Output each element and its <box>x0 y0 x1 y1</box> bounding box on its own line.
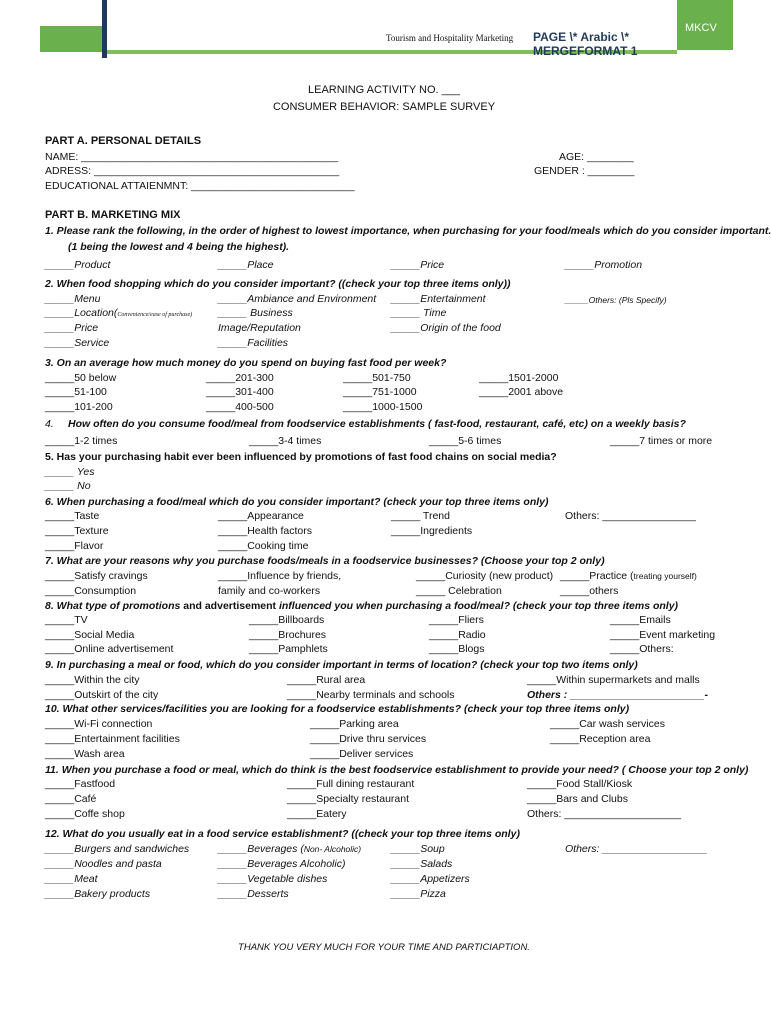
q11-opt-cafe[interactable]: _____Café <box>45 793 97 805</box>
q8-text-b: and advertisement <box>180 600 279 612</box>
q8-opt-event-marketing[interactable]: _____Event marketing <box>610 629 716 641</box>
q8-text <box>45 600 678 612</box>
q10-opt-drive-thru[interactable]: _____Drive thru services <box>310 733 427 745</box>
q8-opt-emails[interactable]: _____Emails <box>610 614 671 626</box>
q12-opt-bev-non-alc-note: Non- Alcoholic) <box>303 844 362 854</box>
q6-opt-cooking-time[interactable]: _____Cooking time <box>218 540 309 552</box>
q6-opt-trend[interactable]: _____ Trend <box>391 510 450 522</box>
q2-opt-menu[interactable]: _____Menu <box>45 293 101 305</box>
q8-opt-online-ad[interactable]: _____Online advertisement <box>45 643 174 655</box>
q7-text: 7. What are your reasons why you purchase foods/meals in a foodservice businesses? (Choose your top 2 only) <box>45 555 605 567</box>
q11-opt-bars[interactable]: _____Bars and Clubs <box>527 793 628 805</box>
q5-opt-yes[interactable]: _____ Yes <box>45 466 95 478</box>
q8-opt-brochures[interactable]: _____Brochures <box>249 629 327 641</box>
q2-opt-price[interactable]: _____Price <box>45 322 99 334</box>
q2-text: 2. When food shopping which do you consider important? ((check your top three items only)) <box>45 278 511 290</box>
part-b-heading: PART B. MARKETING MIX <box>45 209 181 221</box>
q1-text: 1. Please rank the following, in the order of highest to lowest importance, when purchasing for your food/meals which do you consider important. <box>45 225 771 237</box>
q11-opt-food-stall[interactable]: _____Food Stall/Kiosk <box>527 778 633 790</box>
q12-opt-appetizers[interactable]: _____Appetizers <box>391 873 470 885</box>
q12-opt-others[interactable]: Others: __________________ <box>565 843 708 855</box>
q9-opt-outskirt[interactable]: _____Outskirt of the city <box>45 689 159 701</box>
q3-opt-50-below[interactable]: _____50 below <box>45 372 117 384</box>
q7-opt-practice[interactable] <box>560 570 697 582</box>
q1-opt-product[interactable]: _____Product <box>45 259 111 271</box>
q7-opt-cravings[interactable]: _____Satisfy cravings <box>45 570 148 582</box>
survey-title: CONSUMER BEHAVIOR: SAMPLE SURVEY <box>272 101 496 113</box>
header-badge <box>677 0 733 50</box>
age-field[interactable]: AGE: ________ <box>559 151 634 163</box>
q11-opt-eatery[interactable]: _____Eatery <box>287 808 347 820</box>
q8-text-c: influenced you when purchasing a food/meal? (check your top three items only) <box>278 600 679 612</box>
thank-you-note: THANK YOU VERY MUCH FOR YOUR TIME AND PARTICIAPTION. <box>238 942 530 953</box>
q2-opt-business[interactable]: _____ Business <box>218 307 293 319</box>
gender-field[interactable]: GENDER : ________ <box>534 165 635 177</box>
q8-opt-fliers[interactable]: _____Fliers <box>429 614 484 626</box>
q2-opt-ambiance[interactable]: _____Ambiance and Environment <box>218 293 377 305</box>
q4-opt-1-2[interactable]: _____1-2 times <box>45 435 118 447</box>
q11-text: 11. When you purchase a food or meal, which do think is the best foodservice establishment to provide your need? ( Choose your top 2 only) <box>45 764 749 776</box>
q6-opt-texture[interactable]: _____Texture <box>45 525 109 537</box>
header-course: Tourism and Hospitality Marketing <box>386 33 514 43</box>
q5-text: 5. Has your purchasing habit ever been influenced by promotions of fast food chains on social media? <box>45 451 557 463</box>
q1-opt-price[interactable]: _____Price <box>391 259 445 271</box>
q12-opt-meat[interactable]: _____Meat <box>45 873 98 885</box>
q2-opt-location[interactable] <box>45 307 192 319</box>
q10-opt-wifi[interactable]: _____Wi-Fi connection <box>45 718 153 730</box>
q11-opt-specialty[interactable]: _____Specialty restaurant <box>287 793 409 805</box>
q12-opt-bev-non-alc-label: _____Beverages ( <box>218 843 304 855</box>
q3-opt-1000-1500[interactable]: _____1000-1500 <box>343 401 423 413</box>
q10-opt-wash-area[interactable]: _____Wash area <box>45 748 125 760</box>
q12-opt-pizza[interactable]: _____Pizza <box>391 888 446 900</box>
q12-opt-vegetables[interactable]: _____Vegetable dishes <box>218 873 328 885</box>
q4-opt-3-4[interactable]: _____3-4 times <box>249 435 322 447</box>
q8-opt-others[interactable]: _____Others: <box>610 643 674 655</box>
q8-opt-radio[interactable]: _____Radio <box>429 629 486 641</box>
q3-opt-2001-above[interactable]: _____2001 above <box>479 386 564 398</box>
q8-opt-blogs[interactable]: _____Blogs <box>429 643 485 655</box>
q3-text: 3. On an average how much money do you spend on buying fast food per week? <box>45 357 447 369</box>
q12-opt-soup[interactable]: _____Soup <box>391 843 445 855</box>
q10-text: 10. What other services/facilities you are looking for a foodservice establishments? (check your top three items only) <box>45 703 630 715</box>
education-field[interactable]: EDUCATIONAL ATTAIENMNT: ____________________________ <box>45 180 355 192</box>
q6-opt-health[interactable]: _____Health factors <box>218 525 312 537</box>
q10-opt-reception[interactable]: _____Reception area <box>550 733 651 745</box>
q2-opt-origin[interactable]: _____Origin of the food <box>391 322 501 334</box>
q6-opt-taste[interactable]: _____Taste <box>45 510 100 522</box>
q12-opt-bev-non-alc[interactable] <box>218 843 361 855</box>
q8-opt-tv[interactable]: _____TV <box>45 614 88 626</box>
q4-number: 4. <box>45 418 54 430</box>
q7-opt-practice-label: _____Practice ( <box>560 570 634 582</box>
header-page-field: PAGE \* Arabic \* <box>533 30 630 44</box>
q8-opt-social-media[interactable]: _____Social Media <box>45 629 135 641</box>
q3-opt-501-750[interactable]: _____501-750 <box>343 372 411 384</box>
q7-opt-family: family and co-workers <box>218 585 321 597</box>
header-badge-label: MKCV <box>685 22 717 34</box>
q6-text <box>45 496 549 508</box>
q2-opt-location-note: Convenience/ease of purchase) <box>117 312 193 318</box>
q9-opt-terminals[interactable]: _____Nearby terminals and schools <box>287 689 455 701</box>
q9-opt-supermarkets[interactable]: _____Within supermarkets and malls <box>527 674 700 686</box>
q12-opt-desserts[interactable]: _____Desserts <box>218 888 289 900</box>
q10-opt-deliver[interactable]: _____Deliver services <box>310 748 414 760</box>
q3-opt-301-400[interactable]: _____301-400 <box>206 386 274 398</box>
q10-opt-parking[interactable]: _____Parking area <box>310 718 399 730</box>
q7-opt-celebration[interactable]: _____ Celebration <box>416 585 502 597</box>
q2-opt-entertainment[interactable]: _____Entertainment <box>391 293 486 305</box>
q3-opt-201-300[interactable]: _____201-300 <box>206 372 274 384</box>
name-field[interactable]: NAME: ____________________________________________ <box>45 151 339 163</box>
q8-opt-billboards[interactable]: _____Billboards <box>249 614 325 626</box>
q6-opt-ingredients[interactable]: _____Ingredients <box>391 525 473 537</box>
q6-opt-appearance[interactable]: _____Appearance <box>218 510 304 522</box>
q9-text: 9. In purchasing a meal or food, which do you consider important in terms of location? (check your top two items only) <box>45 659 638 671</box>
header-page-field-overflow <box>533 44 637 50</box>
q10-opt-entertainment[interactable]: _____Entertainment facilities <box>45 733 180 745</box>
q9-opt-others[interactable]: Others : _______________________- <box>527 689 708 701</box>
q8-text-a: 8. What type of promotions <box>45 600 181 612</box>
q2-opt-service[interactable]: _____Service <box>45 337 110 349</box>
q1-opt-place[interactable]: _____Place <box>218 259 274 271</box>
q7-opt-practice-note: treating yourself) <box>633 571 697 581</box>
q4-opt-7-more[interactable]: _____7 times or more <box>610 435 713 447</box>
address-field[interactable]: ADRESS: __________________________________________ <box>45 165 340 177</box>
q11-opt-coffee-shop[interactable]: _____Coffe shop <box>45 808 125 820</box>
q9-opt-within-city[interactable]: _____Within the city <box>45 674 140 686</box>
q2-opt-others[interactable]: _____Others: (Pls Specify) <box>565 295 667 305</box>
q11-opt-fastfood[interactable]: _____Fastfood <box>45 778 116 790</box>
header-green-block <box>40 26 102 52</box>
q1-opt-promotion[interactable]: _____Promotion <box>565 259 643 271</box>
activity-title: LEARNING ACTIVITY NO. ___ <box>307 84 460 96</box>
part-a-heading: PART A. PERSONAL DETAILS <box>45 135 202 147</box>
q12-text: 12. What do you usually eat in a food service establishment? ((check your top three items only) <box>45 828 520 840</box>
q12-opt-bev-alc[interactable]: _____Beverages Alcoholic) <box>218 858 346 870</box>
q6-text-b: check your top three items only) <box>386 496 549 508</box>
q7-opt-influence[interactable]: _____Influence by friends, <box>218 570 342 582</box>
q2-opt-image[interactable]: Image/Reputation <box>218 322 301 334</box>
q11-opt-others[interactable]: Others: ____________________ <box>527 808 682 820</box>
q4-opt-5-6[interactable]: _____5-6 times <box>429 435 502 447</box>
q3-opt-101-200[interactable]: _____101-200 <box>45 401 113 413</box>
q10-opt-car-wash[interactable]: _____Car wash services <box>550 718 665 730</box>
q6-opt-others[interactable]: Others: ________________ <box>565 510 696 522</box>
q6-opt-flavor[interactable]: _____Flavor <box>45 540 104 552</box>
q12-opt-noodles[interactable]: _____Noodles and pasta <box>45 858 162 870</box>
q12-opt-salads[interactable]: _____Salads <box>391 858 453 870</box>
q2-opt-facilities[interactable]: _____Facilities <box>218 337 289 349</box>
q11-opt-full-dining[interactable]: _____Full dining restaurant <box>287 778 415 790</box>
q3-opt-751-1000[interactable]: _____751-1000 <box>343 386 417 398</box>
q7-opt-others[interactable]: _____others <box>560 585 619 597</box>
q7-opt-consumption[interactable]: _____Consumption <box>45 585 137 597</box>
q4-text: How often do you consume food/meal from foodservice establishments ( fast-food, restaurant, café, etc) on a weekly basis? <box>68 418 686 430</box>
q2-opt-time[interactable]: _____ Time <box>391 307 447 319</box>
q12-opt-bakery[interactable]: _____Bakery products <box>45 888 151 900</box>
q9-opt-rural[interactable]: _____Rural area <box>287 674 366 686</box>
q3-opt-1501-2000[interactable]: _____1501-2000 <box>479 372 559 384</box>
q3-opt-51-100[interactable]: _____51-100 <box>45 386 107 398</box>
q8-opt-pamphlets[interactable]: _____Pamphlets <box>249 643 328 655</box>
q12-opt-burgers[interactable]: _____Burgers and sandwiches <box>45 843 190 855</box>
q7-opt-curiosity[interactable]: _____Curiosity (new product) <box>416 570 554 582</box>
q6-text-a: 6. When purchasing a food/meal which do you consider important? ( <box>45 496 387 508</box>
q5-opt-no[interactable]: _____ No <box>45 480 91 492</box>
q3-opt-400-500[interactable]: _____400-500 <box>206 401 274 413</box>
q2-opt-location-label: _____Location( <box>45 307 118 319</box>
q1-text-2: (1 being the lowest and 4 being the highest). <box>68 241 290 253</box>
